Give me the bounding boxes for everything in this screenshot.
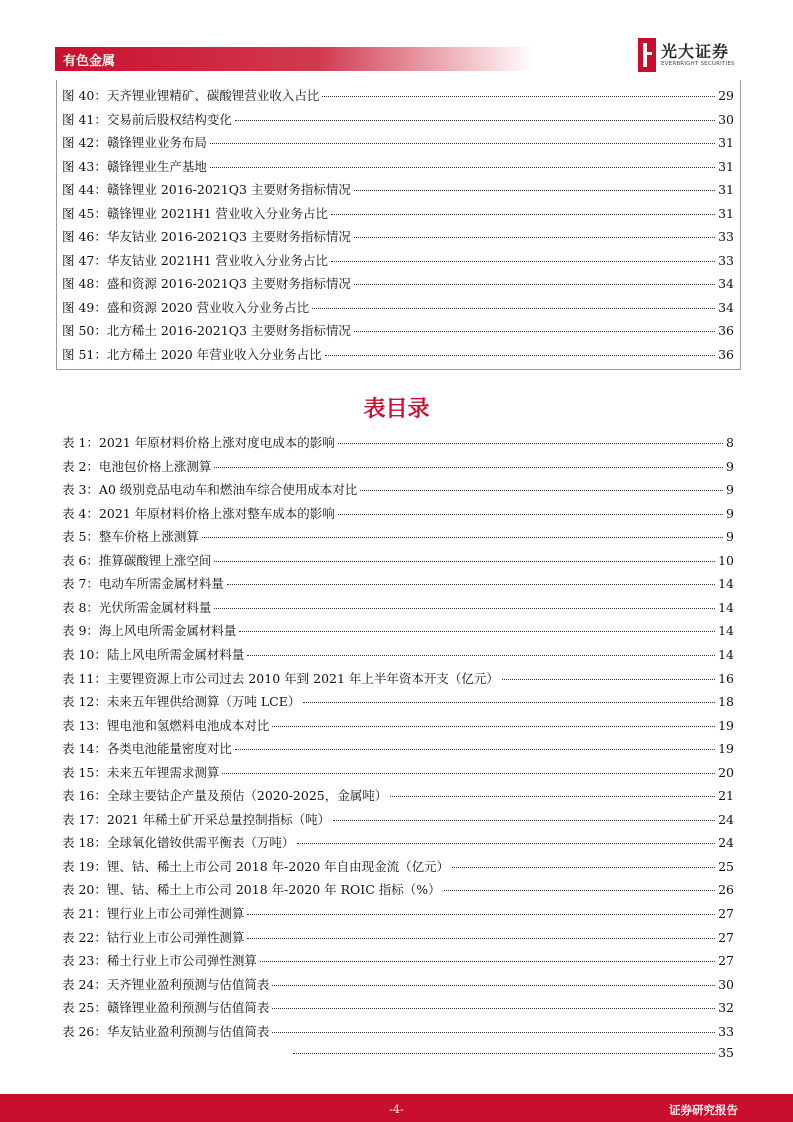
- toc-entry-page: 36: [718, 323, 734, 338]
- toc-entry[interactable]: [62, 833, 734, 851]
- toc-entry[interactable]: [62, 86, 734, 104]
- toc-leader-dots: [354, 237, 715, 238]
- footer-report-label: 证券研究报告: [669, 1103, 738, 1117]
- toc-leader-dots: [333, 820, 715, 821]
- toc-entry-label: 表 26：华友钴业盈利预测与估值简表: [62, 1023, 270, 1039]
- toc-entry[interactable]: [62, 975, 734, 993]
- toc-entry-label: 图 46：华友钴业 2016-2021Q3 主要财务指标情况: [62, 229, 351, 244]
- toc-leader-dots: [452, 867, 715, 868]
- toc-entry-label: 表 9：海上风电所需金属材料量: [62, 623, 237, 639]
- toc-leader-dots: [360, 490, 723, 491]
- toc-leader-dots: [214, 561, 715, 562]
- toc-entry-page: 20: [718, 764, 734, 780]
- toc-leader-dots: [272, 1032, 715, 1033]
- toc-entry[interactable]: [62, 692, 734, 710]
- toc-entry[interactable]: [62, 433, 734, 451]
- toc-entry[interactable]: [62, 274, 734, 292]
- toc-entry[interactable]: [62, 880, 734, 898]
- toc-entry[interactable]: [62, 928, 734, 946]
- toc-entry-label: 表 21：锂行业上市公司弹性测算: [62, 906, 245, 921]
- toc-entry-page: 16: [718, 670, 734, 686]
- toc-entry-label: 表 25：赣锋锂业盈利预测与估值简表: [62, 1000, 270, 1016]
- toc-entry-label: 图 47：华友钴业 2021H1 营业收入分业务占比: [62, 252, 328, 268]
- logo-mark-icon: [638, 38, 656, 72]
- toc-entry[interactable]: [62, 180, 734, 198]
- toc-entry-label: 表 16：全球主要钴企产量及预估（2020-2025，金属吨）: [62, 788, 388, 804]
- toc-leader-dots: [312, 308, 715, 309]
- toc-entry[interactable]: [62, 298, 734, 316]
- toc-entry-page: 8: [726, 435, 734, 450]
- toc-entry-page: 29: [718, 88, 734, 103]
- footer-page-number: -4-: [389, 1103, 404, 1116]
- toc-entry[interactable]: [62, 227, 734, 245]
- toc-entry[interactable]: [62, 716, 734, 734]
- toc-leader-dots: [202, 537, 723, 538]
- toc-entry-label: 表 12：未来五年锂供给测算（万吨 LCE）: [62, 694, 301, 710]
- toc-entry-page: 31: [718, 135, 734, 150]
- toc-leader-dots: [272, 1008, 715, 1009]
- toc-leader-dots: [293, 1053, 715, 1054]
- toc-leader-dots: [247, 938, 715, 939]
- toc-entry-label: 表 13：锂电池和氢燃料电池成本对比: [62, 717, 270, 733]
- toc-entry[interactable]: [62, 504, 734, 522]
- toc-leader-dots: [444, 890, 715, 891]
- toc-leader-dots: [227, 584, 715, 585]
- toc-leader-dots: [214, 608, 715, 609]
- toc-entry-label: 图 50：北方稀土 2016-2021Q3 主要财务指标情况: [62, 323, 351, 338]
- toc-leader-dots: [338, 443, 723, 444]
- toc-entry[interactable]: [290, 1045, 734, 1060]
- toc-entry-page: 27: [718, 953, 734, 969]
- toc-entry-page: 27: [718, 906, 734, 921]
- header-section-bar: [55, 47, 535, 71]
- toc-entry-page: 33: [718, 1023, 734, 1039]
- toc-entry[interactable]: [62, 345, 734, 363]
- toc-leader-dots: [235, 120, 715, 121]
- toc-entry-label: 图 51：北方稀土 2020 年营业收入分业务占比: [62, 346, 322, 362]
- toc-leader-dots: [260, 961, 715, 962]
- toc-entry[interactable]: [62, 321, 734, 339]
- toc-entry-page: 9: [726, 529, 734, 545]
- toc-entry-page: 14: [718, 576, 734, 592]
- toc-leader-dots: [331, 214, 715, 215]
- toc-entry-label: 表 11：主要锂资源上市公司过去 2010 年到 2021 年上半年资本开支（亿元）: [62, 670, 499, 686]
- toc-entry-page: 21: [718, 788, 734, 804]
- toc-entry-page: 9: [726, 482, 734, 498]
- toc-entry-page: 14: [718, 599, 734, 615]
- toc-leader-dots: [338, 514, 723, 515]
- header-section-label: 有色金属: [63, 54, 116, 69]
- toc-entry[interactable]: [62, 998, 734, 1016]
- toc-entry[interactable]: [62, 551, 734, 569]
- toc-leader-dots: [239, 631, 715, 632]
- toc-leader-dots: [354, 331, 715, 332]
- toc-leader-dots: [247, 655, 715, 656]
- toc-entry-page: 27: [718, 929, 734, 945]
- toc-entry-label: 表 23：稀土行业上市公司弹性测算: [62, 953, 257, 969]
- toc-entry-label: 表 18：全球氧化镨钕供需平衡表（万吨）: [62, 835, 295, 851]
- toc-entry[interactable]: [62, 574, 734, 592]
- toc-entry-label: 表 8：光伏所需金属材料量: [62, 599, 212, 615]
- toc-entry[interactable]: [62, 904, 734, 922]
- toc-entry-label: 表 14：各类电池能量密度对比: [62, 741, 232, 757]
- toc-entry-page: 14: [718, 623, 734, 639]
- toc-entry[interactable]: [62, 786, 734, 804]
- toc-leader-dots: [210, 143, 715, 144]
- toc-entry-page: 19: [718, 741, 734, 757]
- toc-entry-page: 30: [718, 111, 734, 127]
- logo-en-text: EVERBRIGHT SECURITIES: [661, 61, 735, 67]
- toc-entry-page: 34: [718, 299, 734, 315]
- toc-entry-page: 26: [718, 882, 734, 898]
- toc-entry[interactable]: [62, 1022, 734, 1040]
- toc-entry-label: 表 19：锂、钴、稀土上市公司 2018 年-2020 年自由现金流（亿元）: [62, 858, 450, 874]
- toc-entry-page: 18: [718, 694, 734, 710]
- toc-entry-page: 25: [718, 858, 734, 874]
- everbright-logo: [638, 38, 738, 72]
- toc-entry[interactable]: [62, 669, 734, 687]
- toc-entry[interactable]: [62, 133, 734, 151]
- toc-entry[interactable]: [62, 763, 734, 781]
- toc-leader-dots: [322, 96, 715, 97]
- toc-entry-label: 表 1：2021 年原材料价格上涨对度电成本的影响: [62, 435, 335, 450]
- toc-entry-page: 30: [718, 976, 734, 992]
- toc-leader-dots: [303, 702, 715, 703]
- toc-entry-label: 图 48：盛和资源 2016-2021Q3 主要财务指标情况: [62, 276, 351, 291]
- toc-entry-label: 图 44：赣锋锂业 2016-2021Q3 主要财务指标情况: [62, 182, 351, 197]
- toc-entry-label: 图 42：赣锋锂业业务布局: [62, 135, 207, 150]
- toc-entry-page: 34: [718, 276, 734, 291]
- toc-entry-page: 31: [718, 205, 734, 221]
- toc-leader-dots: [214, 467, 723, 468]
- toc-entry[interactable]: [62, 527, 734, 545]
- toc-leader-dots: [331, 261, 715, 262]
- toc-entry-page: 32: [718, 1000, 734, 1016]
- toc-entry-label: 图 43：赣锋锂业生产基地: [62, 158, 207, 174]
- toc-entry-label: 表 24：天齐锂业盈利预测与估值简表: [62, 976, 270, 992]
- toc-leader-dots: [210, 167, 715, 168]
- toc-leader-dots: [272, 726, 715, 727]
- toc-entry[interactable]: [62, 810, 734, 828]
- toc-entry-page: 14: [718, 646, 734, 662]
- toc-leader-dots: [325, 355, 715, 356]
- toc-entry-page: 9: [726, 505, 734, 521]
- toc-entry[interactable]: [62, 598, 734, 616]
- toc-entry-label: 表 3：A0 级别竞品电动车和燃油车综合使用成本对比: [62, 482, 358, 498]
- toc-leader-dots: [297, 843, 715, 844]
- logo-cn-text: 光大证券: [661, 42, 730, 61]
- toc-entry-label: 图 41：交易前后股权结构变化: [62, 111, 232, 127]
- toc-entry[interactable]: [62, 645, 734, 663]
- toc-leader-dots: [235, 749, 715, 750]
- toc-entry[interactable]: [62, 457, 734, 475]
- toc-entry[interactable]: [62, 204, 734, 222]
- toc-entry[interactable]: [62, 251, 734, 269]
- toc-entry-page: 35: [718, 1045, 734, 1061]
- toc-entry-page: 31: [718, 158, 734, 174]
- toc-entry-label: 表 22：钴行业上市公司弹性测算: [62, 929, 245, 945]
- toc-entry-label: 表 7：电动车所需金属材料量: [62, 576, 224, 592]
- toc-entry-label: 表 6：推算碳酸锂上涨空间: [62, 552, 212, 568]
- toc-leader-dots: [502, 679, 715, 680]
- toc-entry-page: 33: [718, 229, 734, 244]
- toc-entry[interactable]: [62, 857, 734, 875]
- toc-entry-label: 表 10：陆上风电所需金属材料量: [62, 646, 245, 662]
- toc-entry[interactable]: [62, 951, 734, 969]
- toc-entry-page: 33: [718, 252, 734, 268]
- toc-entry-page: 24: [718, 811, 734, 827]
- toc-entry[interactable]: [62, 480, 734, 498]
- toc-entry-label: 图 49：盛和资源 2020 营业收入分业务占比: [62, 299, 310, 315]
- toc-entry-label: 表 17：2021 年稀土矿开采总量控制指标（吨）: [62, 811, 331, 827]
- toc-entry-page: 10: [718, 552, 734, 568]
- toc-entry[interactable]: [62, 621, 734, 639]
- toc-leader-dots: [272, 985, 715, 986]
- toc-entry-page: 9: [726, 458, 734, 474]
- toc-entry[interactable]: [62, 157, 734, 175]
- toc-leader-dots: [390, 796, 715, 797]
- toc-entry-label: 表 15：未来五年锂需求测算: [62, 764, 220, 780]
- toc-entry-page: 24: [718, 835, 734, 851]
- toc-leader-dots: [222, 773, 715, 774]
- toc-entry-label: 表 2：电池包价格上涨测算: [62, 458, 212, 474]
- toc-entry-page: 31: [718, 182, 734, 197]
- toc-entry-label: 表 4：2021 年原材料价格上涨对整车成本的影响: [62, 505, 335, 521]
- toc-leader-dots: [247, 914, 715, 915]
- toc-entry-label: 表 5：整车价格上涨测算: [62, 529, 199, 545]
- toc-entry[interactable]: [62, 110, 734, 128]
- toc-entry-label: 表 20：锂、钴、稀土上市公司 2018 年-2020 年 ROIC 指标（%）: [62, 882, 441, 898]
- toc-leader-dots: [354, 190, 715, 191]
- toc-leader-dots: [354, 284, 715, 285]
- toc-entry-label: 图 45：赣锋锂业 2021H1 营业收入分业务占比: [62, 205, 328, 221]
- toc-entry-page: 19: [718, 717, 734, 733]
- toc-entry[interactable]: [62, 739, 734, 757]
- tables-section-title: 表目录: [363, 397, 430, 422]
- toc-entry-label: 图 40：天齐锂业锂精矿、碳酸锂营业收入占比: [62, 88, 320, 103]
- toc-entry-page: 36: [718, 346, 734, 362]
